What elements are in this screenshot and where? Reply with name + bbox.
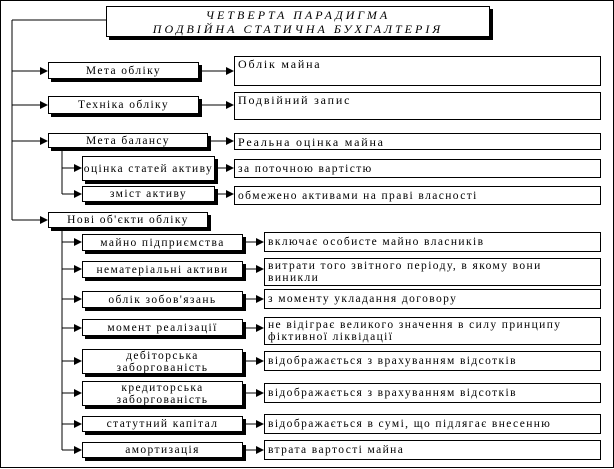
asset-content-value: обмежено активами на праві власності: [234, 186, 601, 205]
item-enterprise-property: майно підприємства: [82, 234, 243, 251]
value-intangible-assets: витрати того звітного періоду, в якому вони виникли: [264, 258, 601, 286]
value-enterprise-property: включає особисте майно власників: [264, 232, 601, 252]
goal-of-accounting-value: Облік майна: [234, 56, 601, 86]
value-liabilities-accounting: з моменту укладання договору: [264, 289, 601, 309]
item-payables: кредиторська заборгованість: [82, 381, 243, 406]
item-moment-of-sale: момент реалізації: [82, 319, 243, 336]
balance-goal-value: Реальна оцінка майна: [234, 133, 601, 150]
value-authorized-capital: відображається в сумі, що підлягає внесенню: [264, 414, 601, 434]
title-line-1: ЧЕТВЕРТА ПАРАДИГМА: [205, 7, 391, 22]
item-liabilities-accounting: облік зобов'язань: [82, 291, 243, 308]
accounting-technique-box: Техніка обліку: [48, 96, 199, 114]
item-receivables: дебіторська заборгованість: [82, 349, 243, 374]
asset-valuation-value: за поточною вартістю: [234, 159, 601, 178]
accounting-technique-value: Подвійний запис: [234, 92, 601, 120]
value-payables: відображається з врахуванням відсотків: [264, 383, 601, 403]
title-line-2: ПОДВІЙНА СТАТИЧНА БУХГАЛТЕРІЯ: [152, 21, 444, 36]
asset-content-box: зміст активу: [82, 186, 215, 202]
value-receivables: відображається з врахуванням відсотків: [264, 351, 601, 371]
balance-goal-box: Мета балансу: [48, 133, 208, 148]
goal-of-accounting-box: Мета обліку: [48, 62, 199, 79]
asset-valuation-box: оцінка статей активу: [82, 156, 215, 181]
diagram-title: [106, 6, 490, 37]
item-intangible-assets: нематеріальні активи: [82, 261, 243, 278]
item-authorized-capital: статутний капітал: [82, 416, 243, 432]
new-accounting-objects-box: Нові об'єкти обліку: [48, 212, 208, 228]
value-depreciation: втрата вартості майна: [264, 440, 601, 460]
value-moment-of-sale: не відіграє великого значення в силу принципу фіктивної ліквідації: [264, 317, 601, 345]
item-depreciation: амортизація: [82, 442, 243, 458]
